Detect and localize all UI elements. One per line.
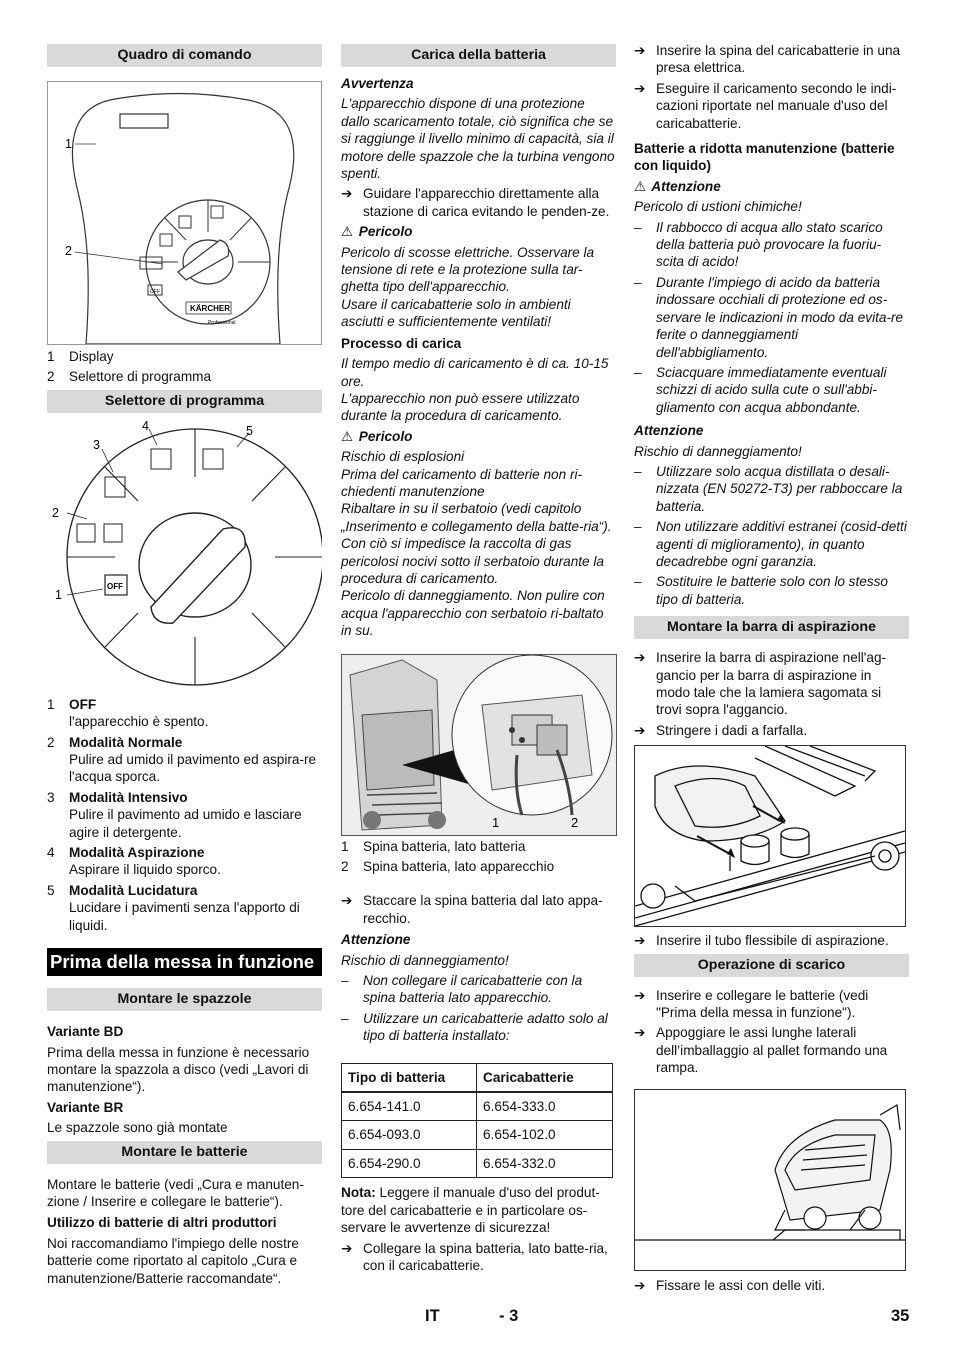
danger-line: Rischio di esplosioni [341, 449, 465, 465]
table-cell: 6.654-141.0 [342, 1092, 477, 1121]
attention-item: – Il rabbocco di acqua allo stato scarico della batteria può provocare la fuoriu-scita di acido! [634, 219, 883, 270]
step-insert-batteries: ➔ Inserire e collegare le batterie (vedi "Prima della messa in funzione"). [634, 987, 909, 1022]
attention-text: Rischio di danneggiamento! [341, 952, 509, 968]
table-cell: 6.654-290.0 [342, 1149, 477, 1177]
figure2-label-1: 1 [55, 587, 62, 602]
column-1 [47, 44, 322, 1290]
variant-bd-title: Variante BD [47, 1024, 124, 1040]
danger-text-electric-1: Pericolo di scosse elettriche. Osservare la tensione di rete e la protezione sulla tar-ghetta tipo dell'apparecchio. [341, 244, 595, 295]
figure2-label-2: 2 [52, 505, 59, 520]
attention-item: – Sciacquare immediatamente eventuali schizzi di acido sulla cute o sull'abbi-gliamento con acqua abbondante. [634, 364, 887, 415]
attention-item: – Non collegare il caricabatterie con la spina batteria lato apparecchio. [341, 973, 583, 1006]
danger-line: Ribaltare in su il serbatoio (vedi capitolo „Inserimento e collegamento della batte-ria“). Con ciò si impedisce la raccolta di gas pericolosi nocivi sotto il serbatoio durante la procedura di caricamento. [341, 501, 612, 586]
table-header: Tipo di batteria [342, 1063, 477, 1092]
attention-text-damage: Rischio di danneggiamento! [634, 443, 802, 459]
column-3 [634, 42, 909, 1297]
table-row [342, 1092, 613, 1121]
danger-title-electric: ⚠ Pericolo [341, 224, 413, 240]
charging-process-title: Processo di carica [341, 335, 462, 351]
step-tighten-nuts: ➔ Stringere i dadi a farfalla. [634, 722, 909, 739]
panel-brand-logo: KÄRCHER [190, 304, 230, 313]
attention-item: – Utilizzare un caricabatterie adatto solo al tipo di batteria installato: [341, 1010, 608, 1044]
heading-before-operation: Prima della messa in funzione [47, 948, 322, 976]
column-2 [341, 44, 616, 1277]
legend-control-panel [47, 348, 322, 386]
figure-battery-plug [341, 654, 617, 836]
mode-item: 3 Modalità Intensivo Pulire il pavimento ad umido e lasciare agire il detergente. [47, 789, 302, 840]
mode-item: 5 Modalità Lucidatura Lucidare i pavimenti senza l'apporto di liquidi. [47, 882, 300, 933]
batteries-text: Montare le batterie (vedi „Cura e manuten-zione / Inserire e collegare le batterie“). [47, 1176, 304, 1209]
figure3-label-1: 1 [492, 814, 500, 830]
step-plug-in: ➔ Inserire la spina del caricabatterie in una presa elettrica. [634, 42, 909, 77]
figure-suction-bar [634, 745, 906, 927]
mode-item: 2 Modalità Normale Pulire ad umido il pavimento ed aspira-re l'acqua sporca. [47, 734, 317, 785]
step-fix-boards: ➔ Fissare le assi con delle viti. [634, 1277, 909, 1294]
figure1-label-1: 1 [65, 137, 72, 151]
figure3-label-2: 2 [571, 814, 579, 830]
unloading-drawing [635, 1090, 905, 1270]
control-panel-drawing [48, 82, 321, 344]
attention-item: – Durante l'impiego di acido da batteria indossare occhiali di protezione ed os-servare le indicazioni in modo da evita-re ferite o danneggiamenti dell'abbigliamento. [634, 274, 904, 360]
step-charge: ➔ Eseguire il caricamento secondo le indi-cazioni riportate nel manuale d'uso del caricabatterie. [634, 80, 909, 132]
figure-program-selector [47, 417, 322, 693]
heading-program-selector: Selettore di programma [47, 390, 322, 413]
note-paragraph: Nota: Leggere il manuale d'uso del produt-tore del caricabatterie e in particolare os-servare le avvertenze di sicurezza! [341, 1185, 600, 1236]
selector-off-label: OFF [107, 581, 123, 591]
mode-item: 4 Modalità Aspirazione Aspirare il liquido sporco. [47, 845, 221, 878]
panel-professional-label: Professional [208, 320, 236, 326]
heading-mount-batteries: Montare le batterie [47, 1141, 322, 1164]
table-cell: 6.654-093.0 [342, 1121, 477, 1149]
step-insert-suction-bar: ➔ Inserire la barra di aspirazione nell'ag-gancio per la barra di aspirazione in modo tale che la lamiera sagomata si trovi sopra l'aggancio. [634, 649, 909, 719]
other-batteries-text: Noi raccomandiamo l'impiego delle nostre batterie come riportato al capitolo „Cura e manutenzione/Batterie raccomandate“. [47, 1235, 299, 1286]
warning-triangle-icon: ⚠ [341, 428, 354, 444]
step-form-ramp: ➔ Appoggiare le assi lunghe laterali dell’imballaggio al pallet formando una rampa. [634, 1024, 909, 1076]
attention-title-damage: Attenzione [634, 423, 704, 439]
warning-text: L'apparecchio dispone di una protezione dallo scaricamento totale, ciò significa che se si raggiunge il livello minimo di capacità, sia il motore delle spazzole che la turbina vengono spenti. [341, 96, 615, 182]
step-disconnect-plug: ➔ Staccare la spina batteria dal lato appa-recchio. [341, 892, 616, 927]
variant-bd-text: Prima della messa in funzione è necessario montare la spazzola a disco (vedi „Lavori di manutenzione“). [47, 1044, 310, 1095]
table-row [342, 1149, 613, 1177]
charging-process-text-2: L'apparecchio non può essere utilizzato durante la procedura di caricamento. [341, 390, 580, 424]
attention-item: – Sostituire le batterie solo con lo stesso tipo di batteria. [634, 574, 888, 607]
danger-line: Prima del caricamento di batterie non ri-chiedenti manutenzione [341, 466, 583, 499]
danger-line: Pericolo di danneggiamento. Non pulire con acqua l'apparecchio con serbatoio ri-baltato in su. [341, 588, 605, 639]
battery-plug-photo [342, 655, 616, 835]
panel-off-label: OFF [150, 289, 160, 295]
heading-mount-suction-bar: Montare la barra di aspirazione [634, 616, 909, 639]
table-cell: 6.654-102.0 [477, 1121, 613, 1149]
selector-drawing [47, 417, 322, 693]
attention-item: – Utilizzare solo acqua distillata o desali-nizzata (EN 50272-T3) per rabboccare la batteria. [634, 463, 903, 514]
battery-table [341, 1063, 613, 1179]
attention-title: Attenzione [341, 932, 411, 948]
footer-page-number: 35 [891, 1307, 910, 1325]
mode-list [47, 696, 322, 934]
low-maintenance-title: Batterie a ridotta manutenzione (batterie con liquido) [634, 141, 895, 174]
mode-item: 1 OFF l'apparecchio è spento. [47, 696, 209, 730]
legend-battery-plug [341, 838, 616, 876]
heading-battery-charging: Carica della batteria [341, 44, 616, 67]
legend-item: 1 Display [47, 349, 114, 364]
attention-item: – Non utilizzare additivi estranei (cosid-detti agenti di miglioramento), in quanto decadrebbe ogni garanzia. [634, 519, 907, 569]
figure-control-panel [47, 81, 322, 345]
heading-control-panel: Quadro di comando [47, 44, 322, 67]
table-cell: 6.654-333.0 [477, 1092, 613, 1121]
table-cell: 6.654-332.0 [477, 1149, 613, 1177]
suction-bar-drawing [635, 746, 905, 926]
danger-title-explosion: ⚠ Pericolo [341, 428, 413, 444]
attention-title-acid: ⚠ Attenzione [634, 178, 721, 194]
heading-mount-brushes: Montare le spazzole [47, 988, 322, 1011]
legend-item: 2 Spina batteria, lato apparecchio [341, 859, 555, 874]
table-header-row [342, 1063, 613, 1092]
danger-text-electric-2: Usare il caricabatterie solo in ambienti asciutti e sufficientemente ventilati! [341, 296, 571, 330]
figure2-label-5: 5 [246, 423, 253, 438]
variant-br-text: Le spazzole sono già montate [47, 1120, 228, 1136]
footer-language: IT [425, 1307, 440, 1325]
figure2-label-4: 4 [142, 418, 149, 433]
step-insert-hose: ➔ Inserire il tubo flessibile di aspirazione. [634, 932, 909, 949]
other-batteries-title: Utilizzo di batterie di altri produttori [47, 1215, 277, 1231]
figure-unloading [634, 1089, 906, 1271]
warning-triangle-icon: ⚠ [341, 224, 354, 240]
attention-text-acid: Pericolo di ustioni chimiche! [634, 199, 802, 215]
warning-triangle-icon: ⚠ [634, 178, 647, 194]
table-row [342, 1121, 613, 1149]
legend-item: 2 Selettore di programma [47, 369, 212, 385]
figure2-label-3: 3 [93, 437, 100, 452]
variant-br-title: Variante BR [47, 1099, 124, 1115]
warning-title: Avvertenza [341, 76, 414, 91]
footer-page-relative: - 3 [499, 1307, 519, 1325]
legend-item: 1 Spina batteria, lato batteria [341, 838, 526, 854]
step-drive-to-station: ➔ Guidare l'apparecchio direttamente alla stazione di carica evitando le penden-ze. [341, 185, 616, 220]
figure1-label-2: 2 [65, 244, 72, 258]
charging-process-text-1: Il tempo medio di caricamento è di ca. 10-15 ore. [341, 356, 609, 389]
heading-unloading: Operazione di scarico [634, 954, 909, 977]
step-connect-charger: ➔ Collegare la spina batteria, lato batte-ria, con il caricabatterie. [341, 1240, 616, 1275]
table-header: Caricabatterie [477, 1063, 613, 1092]
